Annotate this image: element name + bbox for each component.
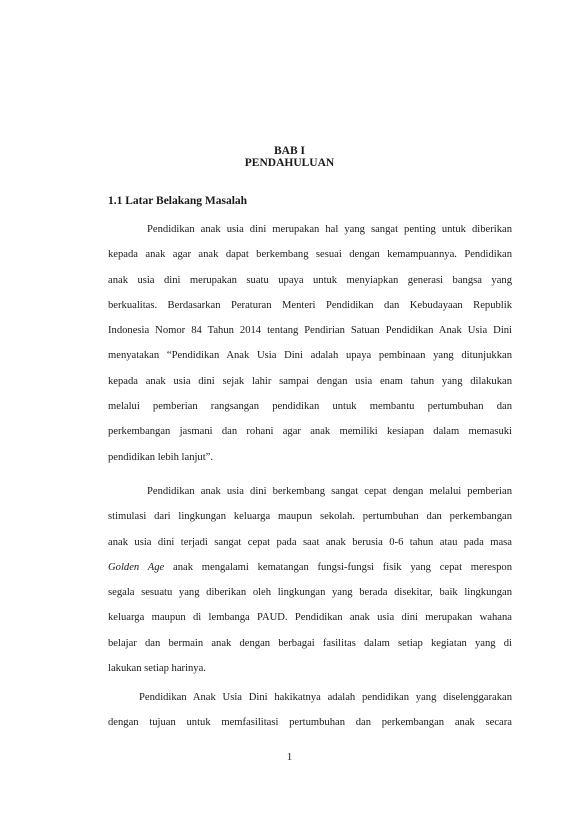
paragraph-line: dengan tujuan untuk memfasilitasi pertumbuhan dan perkembangan anak secara <box>108 717 512 729</box>
chapter-number: BAB I <box>274 145 305 157</box>
paragraph-line: Pendidikan anak usia dini berkembang sangat cepat dengan melalui pemberian <box>147 486 512 497</box>
paragraph-line: pendidikan lebih lanjut”. <box>108 451 214 463</box>
page-number: 1 <box>286 751 293 763</box>
golden-age-term: Golden Age <box>108 561 165 573</box>
paragraph-line: menyatakan “Pendidikan Anak Usia Dini adalah upaya pembinaan yang ditunjukkan <box>108 350 512 362</box>
section-title: 1.1 Latar Belakang Masalah <box>108 195 248 207</box>
paragraph-line: stimulasi dari lingkungan keluarga maupun sekolah. pertumbuhan dan perkembangan <box>108 511 512 523</box>
paragraph-line: anak usia dini terjadi sangat cepat pada saat anak berusia 0-6 tahun atau pada masa <box>108 536 512 548</box>
paragraph-line: Indonesia Nomor 84 Tahun 2014 tentang Pendirian Satuan Pendidikan Anak Usia Dini <box>108 325 512 337</box>
paragraph-line: segala sesuatu yang diberikan oleh lingkungan yang berada disekitar, baik lingkungan <box>108 587 512 599</box>
paragraph-1 <box>108 223 512 476</box>
paragraph-line: lakukan setiap harinya. <box>108 663 206 675</box>
paragraph-line: berkualitas. Berdasarkan Peraturan Menteri Pendidikan dan Kebudayaan Republik <box>108 299 512 311</box>
paragraph-line-rest: anak mengalami kematangan fungsi-fungsi fisik yang cepat merespon <box>164 561 512 573</box>
paragraph-line: kepada anak agar anak dapat berkembang sesuai dengan kemampuannya. Pendidikan <box>108 249 512 261</box>
paragraph-line: belajar dan bermain anak dengan berbagai fasilitas dalam setiap kegiatan yang di <box>108 637 512 649</box>
paragraph-line: perkembangan jasmani dan rohani agar anak memiliki kesiapan dalam memasuki <box>108 426 512 438</box>
paragraph-line: Pendidikan Anak Usia Dini hakikatnya adalah pendidikan yang diselenggarakan <box>139 692 512 703</box>
paragraph-line <box>108 561 512 586</box>
chapter-title: PENDAHULUAN <box>244 157 335 169</box>
paragraph-line: kepada anak usia dini sejak lahir sampai dengan usia enam tahun yang dilakukan <box>108 375 512 387</box>
paragraph-line: anak usia dini merupakan suatu upaya untuk menyiapkan generasi bangsa yang <box>108 274 512 286</box>
paragraph-line: melalui pemberian rangsangan pendidikan untuk membantu pertumbuhan dan <box>108 401 512 413</box>
paragraph-line: keluarga maupun di lembanga PAUD. Pendidikan anak usia dini merupakan wahana <box>108 612 512 624</box>
paragraph-line: Pendidikan anak usia dini merupakan hal yang sangat penting untuk diberikan <box>147 224 512 235</box>
paragraph-3 <box>108 691 512 742</box>
paragraph-2 <box>108 485 512 687</box>
